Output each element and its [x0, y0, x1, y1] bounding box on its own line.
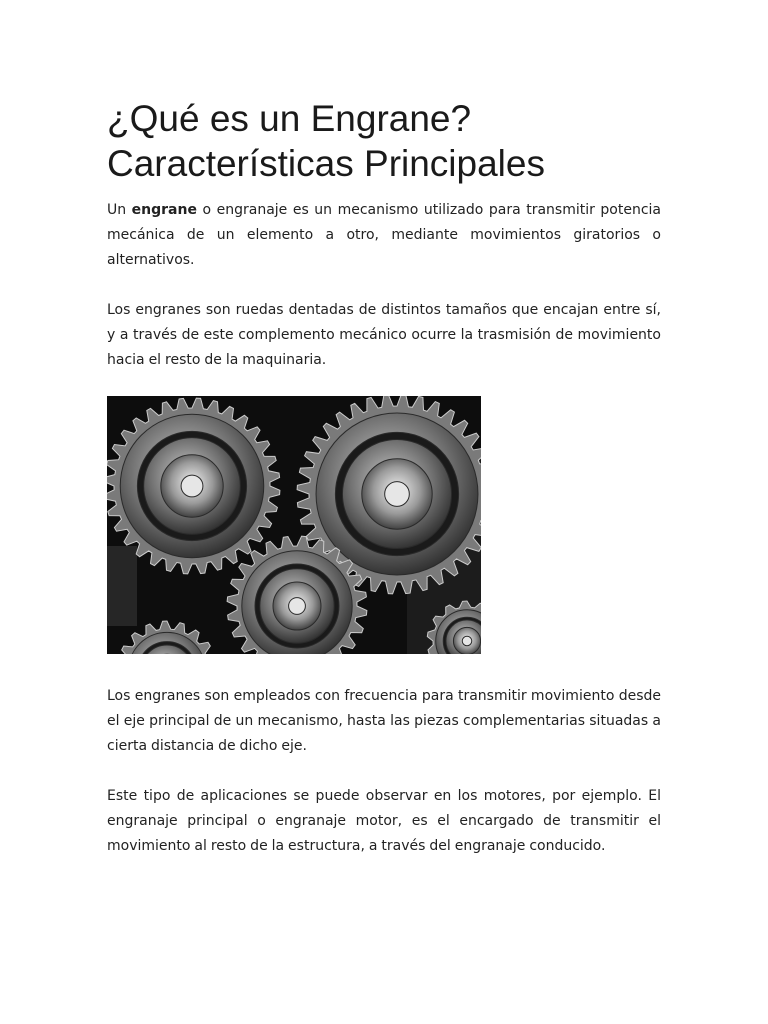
article-bottom [107, 684, 661, 859]
title-line-2: Características Principales [107, 143, 545, 184]
gears-illustration [107, 396, 481, 654]
paragraph-4: Este tipo de aplicaciones se puede observar en los motores, por ejemplo. El engranaje principal o engranaje motor, es el encargado de transmitir el movimiento al resto de la estructura, a través del engranaje conducido. [107, 788, 661, 854]
gears-image [107, 396, 481, 654]
intro-rest: o engranaje es un mecanismo utilizado para transmitir potencia mecánica de un elemento a otro, mediante movimientos giratorios o alternativos. [107, 202, 661, 268]
article-top [107, 96, 661, 373]
intro-lead: Un [107, 202, 132, 218]
intro-keyword: engrane [131, 202, 197, 218]
title-line-1: ¿Qué es un Engrane? [107, 98, 472, 139]
paragraph-2: Los engranes son ruedas dentadas de distintos tamaños que encajan entre sí, y a través de este complemento mecánico ocurre la trasmisión de movimiento hacia el resto de la maquinaria. [107, 302, 661, 368]
intro-paragraph [107, 198, 661, 273]
page-title [107, 96, 661, 186]
paragraph-3: Los engranes son empleados con frecuencia para transmitir movimiento desde el eje principal de un mecanismo, hasta las piezas complementarias situadas a cierta distancia de dicho eje. [107, 688, 661, 754]
